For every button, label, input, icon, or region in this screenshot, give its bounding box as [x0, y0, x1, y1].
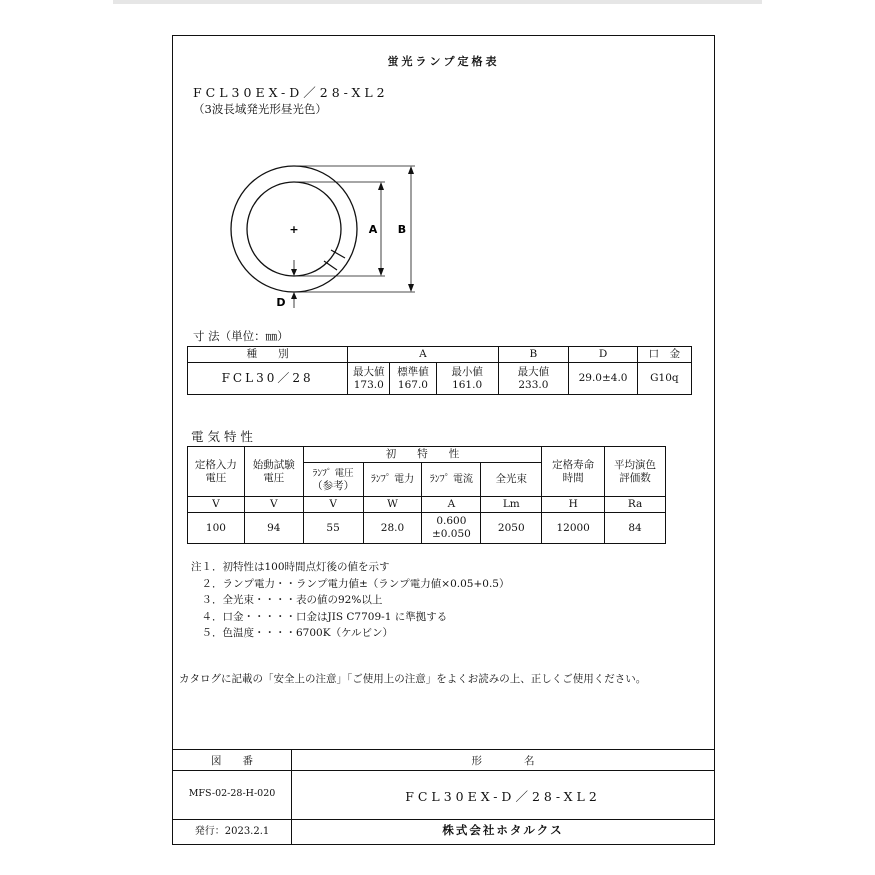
value-lamp-voltage: 55: [303, 513, 363, 544]
value-a-max: 173.0: [353, 378, 384, 391]
unit-rated-input-voltage: V: [188, 497, 245, 513]
unit-lamp-current: A: [422, 497, 481, 513]
value-lamp-current-line2: ±0.050: [431, 528, 471, 540]
cell-type: FCL30／28: [188, 363, 348, 395]
header-rated-life: [542, 447, 605, 497]
dimensions-heading: 寸 法（単位：㎜）: [193, 329, 289, 343]
unit-lamp-voltage: V: [303, 497, 363, 513]
header-total-flux: 全光束: [481, 463, 542, 497]
note-item: ５．色温度・・・・6700K（ケルビン）: [191, 627, 394, 639]
issue-date: 発行：2023.2.1: [194, 826, 270, 837]
cell-base: G10q: [637, 363, 691, 395]
footer-model-name: FCL30EX-D／28-XL2: [405, 789, 601, 804]
company-name: 株式会社ホタルクス: [442, 823, 564, 837]
header-rated-input-voltage-line1: 定格入力: [194, 458, 237, 471]
header-lamp-current: ﾗﾝﾌﾟ 電流: [422, 463, 481, 497]
note-item: ２．ランプ電力・・ランプ電力値±（ランプ電力値×0.05+0.5）: [191, 577, 510, 590]
dim-d-arrow-top: [291, 269, 297, 276]
header-starting-test-voltage: [244, 447, 303, 497]
dim-b-arrow-top: [408, 166, 414, 174]
header-cri: [605, 447, 666, 497]
header-rated-input-voltage-line2: 電圧: [205, 471, 227, 484]
subheader-a-max: 最大値: [353, 365, 385, 378]
caution-text: カタログに記載の「安全上の注意」「ご使用上の注意」をよくお読みの上、正しくご使用ください。: [179, 673, 647, 685]
subheader-a-min: 最小値: [451, 365, 483, 378]
dim-a-arrow-bottom: [378, 268, 384, 276]
value-total-flux: 2050: [481, 513, 542, 544]
value-lamp-current: [422, 513, 481, 544]
header-b: B: [498, 347, 569, 363]
header-type: 種 別: [188, 347, 348, 363]
footer-bottom-border: [173, 819, 714, 820]
unit-cri: Ra: [605, 497, 666, 513]
unit-total-flux: Lm: [481, 497, 542, 513]
header-lamp-voltage-line1: ﾗﾝﾌﾟ 電圧: [312, 467, 354, 479]
header-rated-life-line1: 定格寿命: [552, 458, 595, 471]
cell-d: 29.0±4.0: [569, 363, 638, 395]
footer-header-border: [173, 770, 714, 771]
note-item: ４．口金・・・・・口金はJIS C7709-1 に準拠する: [191, 610, 448, 623]
header-lamp-voltage-line2: （参考）: [312, 479, 355, 492]
unit-rated-life: H: [542, 497, 605, 513]
model-number: FCL30EX-D／28-XL2: [193, 85, 389, 100]
value-lamp-power: 28.0: [363, 513, 422, 544]
value-a-min: 161.0: [452, 378, 483, 391]
header-starting-test-voltage-line1: 始動試験: [252, 458, 295, 471]
dim-b-label: B: [397, 223, 407, 236]
dim-a-label: A: [368, 223, 378, 236]
cell-a-std: [390, 363, 436, 395]
footer-top-border: [173, 749, 714, 750]
cell-b-max: [498, 363, 569, 395]
value-starting-test-voltage: 94: [244, 513, 303, 544]
note-item: ３．全光束・・・・表の値の92%以上: [191, 594, 383, 606]
electrical-heading: 電 気 特 性: [191, 429, 253, 444]
subheader-a-std: 標準値: [397, 365, 429, 378]
dim-d-label: D: [276, 296, 286, 309]
drawing-number: MFS-02-28-H-020: [188, 788, 276, 799]
spec-sheet: [172, 35, 715, 845]
dimensions-table: [187, 346, 692, 395]
header-lamp-voltage: [303, 463, 363, 497]
viewer-top-bar: [113, 0, 762, 4]
subheader-b-max: 最大値: [517, 365, 550, 378]
header-d: D: [569, 347, 638, 363]
header-rated-life-line2: 時間: [562, 471, 584, 484]
cell-a-min: [436, 363, 498, 395]
dim-b-arrow-bottom: [408, 284, 414, 292]
header-rated-input-voltage: [188, 447, 245, 497]
lamp-diagram: [223, 158, 423, 318]
notes-list: [191, 559, 509, 642]
value-lamp-current-line1: 0.600: [436, 515, 467, 527]
note-item: 注１．初特性は100時間点灯後の値を示す: [191, 561, 390, 573]
header-a: A: [348, 347, 498, 363]
unit-lamp-power: W: [363, 497, 422, 513]
value-rated-input-voltage: 100: [188, 513, 245, 544]
value-cri: 84: [605, 513, 666, 544]
header-cri-line1: 平均演色: [614, 458, 657, 471]
document-title: 蛍光ランプ定格表: [387, 55, 500, 68]
model-subtitle: （3波長域発光形昼光色）: [193, 102, 327, 116]
electrical-table: [187, 446, 666, 544]
header-base: 口 金: [637, 347, 691, 363]
model-name-label: 形 名: [471, 755, 535, 767]
center-mark: +: [289, 223, 299, 236]
value-a-std: 167.0: [397, 378, 428, 391]
value-b-max: 233.0: [518, 378, 549, 391]
header-initial-characteristics: 初 特 性: [303, 447, 542, 463]
header-lamp-power: ﾗﾝﾌﾟ 電力: [363, 463, 422, 497]
cell-a-max: [348, 363, 390, 395]
drawing-number-label: 図 番: [211, 755, 253, 767]
header-starting-test-voltage-line2: 電圧: [263, 471, 285, 484]
dim-d-arrow-bottom: [291, 292, 297, 299]
value-rated-life: 12000: [542, 513, 605, 544]
header-cri-line2: 評価数: [619, 471, 651, 484]
base-line-2: [324, 261, 337, 270]
dim-a-arrow-top: [378, 182, 384, 190]
unit-starting-test-voltage: V: [244, 497, 303, 513]
